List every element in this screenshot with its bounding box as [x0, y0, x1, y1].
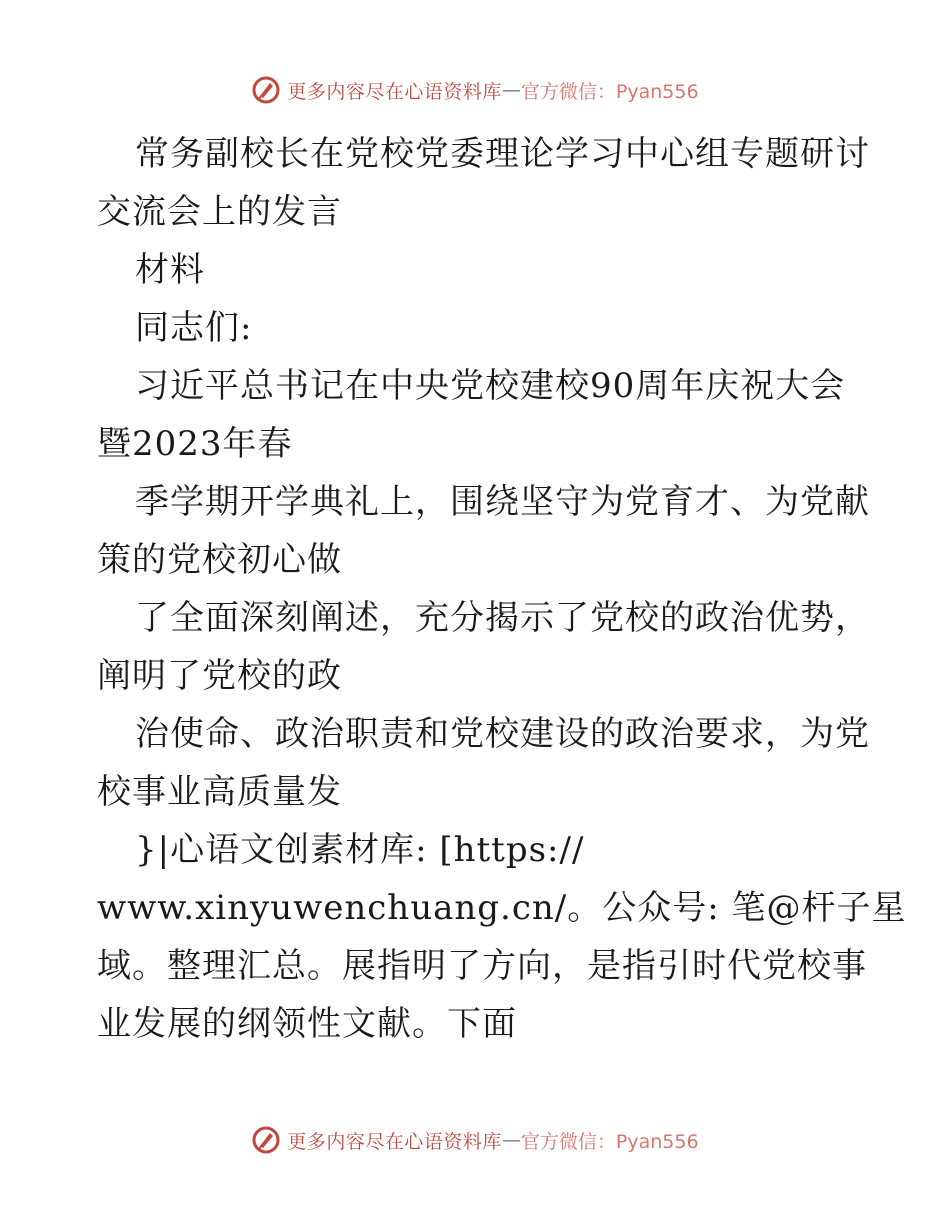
- title-line-3: 材料: [135, 250, 205, 290]
- paragraph-line: }|心语文创素材库: [https://: [135, 830, 585, 870]
- title-line-1: 常务副校长在党校党委理论学习中心组专题研讨: [135, 134, 870, 174]
- watermark-separator: —: [501, 79, 521, 101]
- footer-watermark: [0, 1120, 950, 1160]
- paragraph-line: 暨2023年春: [97, 424, 293, 464]
- watermark-wechat-text: 官方微信：Pyan556: [520, 1130, 699, 1153]
- paragraph-line: 了全面深刻阐述，充分揭示了党校的政治优势，: [135, 598, 870, 638]
- header-watermark: [0, 70, 950, 110]
- paragraph-line: www.xinyuwenchuang.cn/。公众号: 笔@杆子星: [97, 888, 907, 928]
- title-line-2: 交流会上的发言: [97, 192, 342, 232]
- salutation: 同志们:: [135, 308, 253, 348]
- document-body: [97, 125, 907, 1053]
- watermark-brand-text: 更多内容尽在心语资料库: [287, 1130, 502, 1153]
- paragraph-line: 阐明了党校的政: [97, 656, 342, 696]
- paragraph-line: 习近平总书记在中央党校建校90周年庆祝大会: [135, 366, 846, 406]
- watermark-separator: —: [501, 1129, 521, 1151]
- watermark-brand-text: 更多内容尽在心语资料库: [287, 80, 502, 103]
- paragraph-line: 域。整理汇总。展指明了方向，是指引时代党校事: [97, 946, 867, 986]
- watermark-wechat-text: 官方微信：Pyan556: [520, 80, 699, 103]
- paragraph-line: 校事业高质量发: [97, 772, 342, 812]
- paragraph-line: 业发展的纲领性文献。下面: [97, 1004, 517, 1044]
- pen-logo-icon: [251, 1125, 281, 1155]
- paragraph-line: 治使命、政治职责和党校建设的政治要求，为党: [135, 714, 870, 754]
- paragraph-line: 策的党校初心做: [97, 540, 342, 580]
- pen-logo-icon: [251, 75, 281, 105]
- paragraph-line: 季学期开学典礼上，围绕坚守为党育才、为党献: [135, 482, 870, 522]
